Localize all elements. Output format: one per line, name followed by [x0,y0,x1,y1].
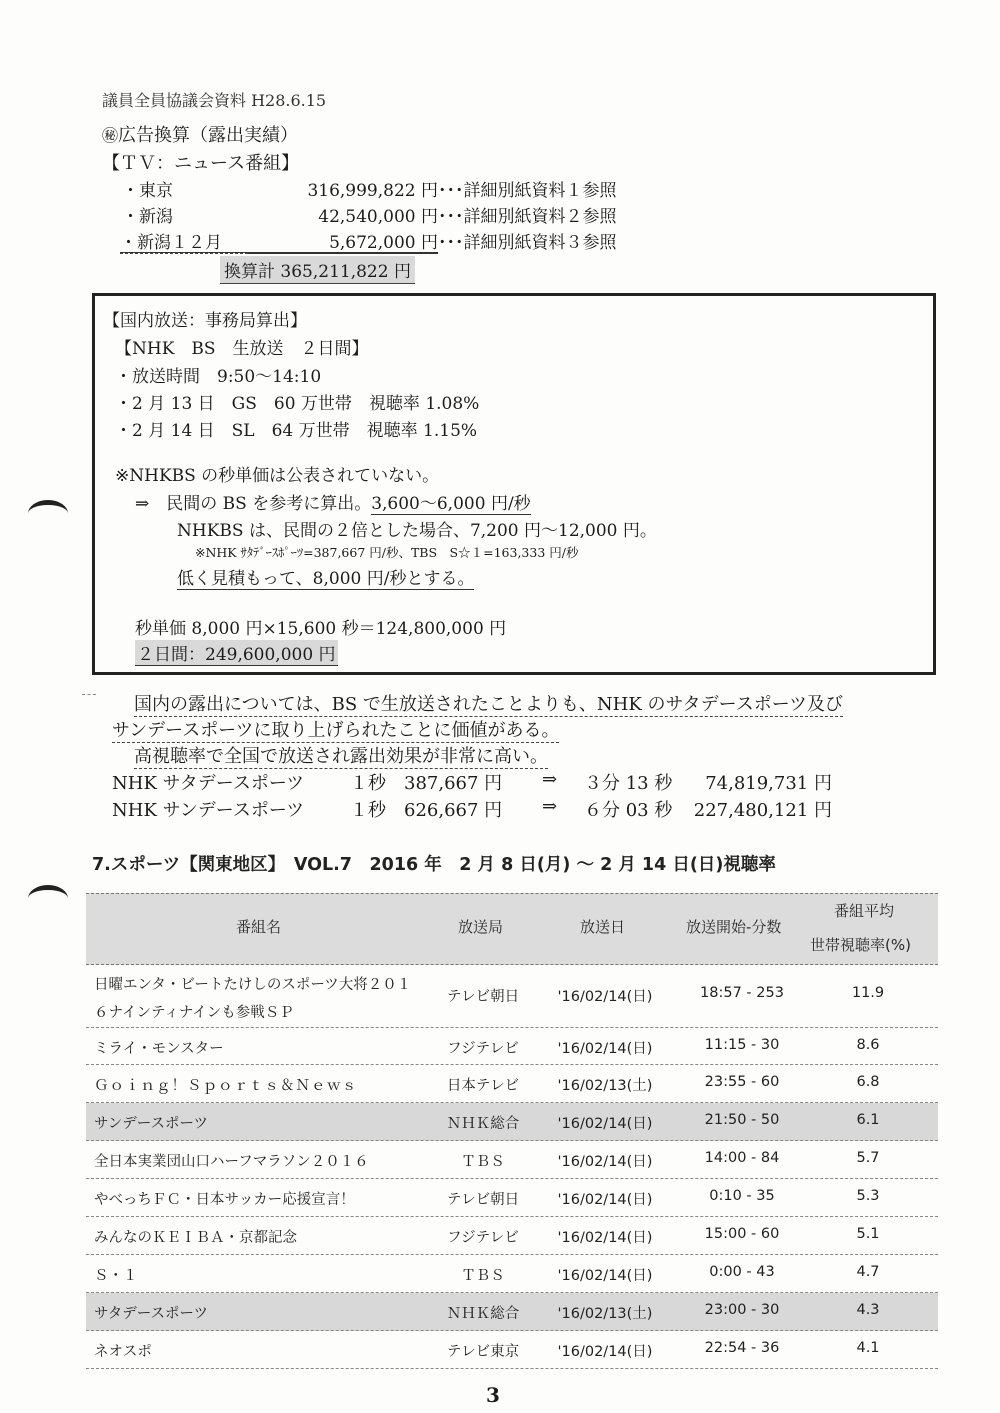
col-program-name: 番組名 [236,918,282,936]
box-calc-1: ⇒ 民間の BS を参考に算出。3,600～6,000 円/秒 [135,494,531,514]
ad-total: 換算計 365,211,822 円 [220,256,415,284]
exposure-paragraph-1a: 国内の露出については、BS で生放送されたことよりも、NHK のサタデースポーツ及び [134,690,843,717]
box-estimate: 低く見積もって、8,000 円/秒とする。 [177,564,474,590]
table-row: 全日本実業団山口ハーフマラソン２０１６ ＴＢＳ '16/02/14(日) 14:00 - 84 5.7 [86,1141,938,1179]
box-note: ※NHKBS の秒単価は公表されていない。 [115,466,440,486]
table-row-highlighted: サンデースポーツ ＮＨＫ総合 '16/02/14(日) 21:50 - 50 6.1 [86,1103,938,1141]
box-item: ・2 月 13 日 GS 60 万世帯 視聴率 1.08% [115,394,480,414]
punch-hole-bottom [28,885,68,912]
box-small-note: ※NHK ｻﾀﾃﾞｰｽﾎﾟｰﾂ=387,667 円/秒、TBS S☆１=163,333 円/秒 [195,545,579,560]
col-date: 放送日 [580,918,626,936]
exposure-paragraph-2: 高視聴率で全国で放送され露出効果が非常に高い。 [134,742,548,769]
ad-section-title: ㊙広告換算（露出実績） [102,125,299,146]
col-station: 放送局 [458,918,504,936]
meeting-header: 議員全員協議会資料 H28.6.15 [102,91,327,110]
box-title: 【国内放送：事務局算出】 [103,311,307,331]
box-program: 【NHK BS 生放送 ２日間】 [115,339,369,359]
table-header [86,893,938,965]
table-row: ネオスポ テレビ東京 '16/02/14(日) 22:54 - 36 4.1 [86,1331,938,1369]
ratings-table [86,893,938,1369]
col-rating-line1: 番組平均 [834,902,895,920]
domestic-broadcast-box [92,293,936,675]
box-two-days-total: ２日間：249,600,000 円 [135,640,338,666]
table-row: Ｓ・１ ＴＢＳ '16/02/14(日) 0:00 - 43 4.7 [86,1255,938,1293]
table-row: みんなのＫＥＩＢＡ・京都記念 フジテレビ '16/02/14(日) 15:00 - 60 5.1 [86,1217,938,1255]
page-number: 3 [486,1383,500,1407]
confidential-icon: ㊙ [102,126,119,145]
exposure-paragraph-1b: サンデースポーツに取り上げられたことに価値がある。 [112,716,559,743]
table-row: 日曜エンタ・ビートたけしのスポーツ大将２０１ ６ナインティナインも参戦ＳＰ テレビ朝日 '16/02/14(日) 18:57 - 253 11.9 [86,965,938,1028]
box-item: ・2 月 14 日 SL 64 万世帯 視聴率 1.15% [115,421,478,441]
dash-mark [82,694,96,695]
box-unit-price: 秒単価 8,000 円×15,600 秒＝124,800,000 円 [135,619,507,639]
ad-section-subtitle: 【ＴＶ：ニュース番組】 [102,153,300,174]
box-item: ・放送時間 9:50～14:10 [115,367,322,387]
box-calc-2: NHKBS は、民間の２倍とした場合、7,200 円～12,000 円。 [177,521,657,541]
table-row: やべっちＦＣ・日本サッカー応援宣言！ テレビ朝日 '16/02/14(日) 0:10 - 35 5.3 [86,1179,938,1217]
col-rating-line2: 世帯視聴率(%) [810,936,911,954]
col-start-time: 放送開始-分数 [686,918,782,936]
ratings-heading: 7.スポーツ【関東地区】 VOL.7 2016 年 2 月 8 日(月) ～ 2 月 14 日(日)視聴率 [92,855,776,875]
ad-underline [120,252,438,253]
table-row: ミライ・モンスター フジテレビ '16/02/14(日) 11:15 - 30 8.6 [86,1028,938,1065]
table-row-highlighted: サタデースポーツ ＮＨＫ総合 '16/02/13(土) 23:00 - 30 4.3 [86,1293,938,1331]
table-row: Ｇｏｉｎｇ！Ｓｐｏｒｔｓ＆Ｎｅｗｓ 日本テレビ '16/02/13(土) 23:55 - 60 6.8 [86,1065,938,1103]
punch-hole-top [28,500,68,527]
